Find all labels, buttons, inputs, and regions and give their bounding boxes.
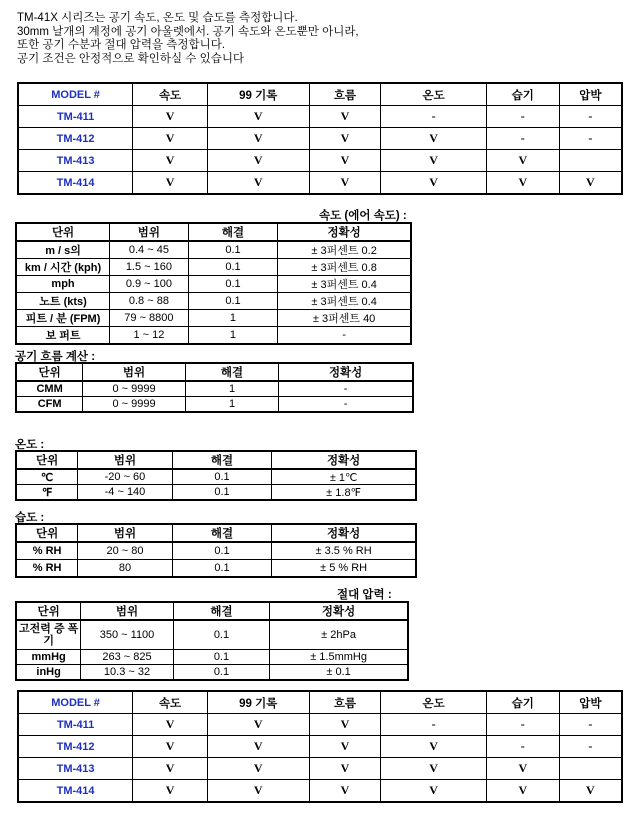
column-header: 범위	[83, 363, 186, 381]
table-row	[18, 106, 622, 128]
table-row	[18, 714, 622, 736]
table-row	[18, 128, 622, 150]
table-row	[16, 620, 408, 650]
table-cell: V	[381, 150, 487, 172]
table-cell: 0.1	[172, 485, 271, 501]
table-cell: V	[486, 758, 559, 780]
table-row	[16, 650, 408, 665]
intro-line: 또한 공기 수분과 절대 압력을 측정합니다.	[17, 39, 226, 51]
table-cell: V	[207, 758, 309, 780]
table-cell: ± 1.8℉	[272, 485, 416, 501]
table-header-row	[16, 602, 408, 620]
unit-cell: CFM	[16, 397, 83, 413]
table-header-row	[16, 363, 413, 381]
table-cell: 0.1	[173, 620, 269, 650]
unit-cell: mph	[16, 276, 110, 293]
table-cell: 1	[185, 397, 278, 413]
unit-cell: % RH	[16, 560, 78, 578]
airflow-table	[15, 362, 414, 413]
table-cell: 20 ~ 80	[78, 542, 173, 560]
unit-cell: % RH	[16, 542, 78, 560]
table-cell: V	[133, 714, 208, 736]
table-cell: 0.1	[173, 650, 269, 665]
table-cell: 0 ~ 9999	[83, 381, 186, 397]
model-cell: TM-413	[18, 758, 133, 780]
table-row	[16, 259, 411, 276]
column-header: 속도	[133, 691, 208, 714]
model-cell: TM-414	[18, 780, 133, 803]
column-header: 범위	[78, 451, 173, 469]
table-row	[18, 172, 622, 195]
table-cell: -	[279, 397, 413, 413]
column-header: 범위	[81, 602, 173, 620]
column-header: 정확성	[270, 602, 408, 620]
table-cell: 0.1	[188, 293, 278, 310]
table-cell: ± 5 % RH	[272, 560, 416, 578]
table-cell: 1 ~ 12	[110, 327, 189, 345]
table-cell: V	[309, 106, 381, 128]
table-header-row	[16, 223, 411, 241]
section-title-velocity: 속도 (에어 속도) :	[319, 210, 407, 222]
table-cell: -	[278, 327, 411, 345]
table-row	[16, 381, 413, 397]
table-cell: -	[559, 128, 622, 150]
unit-cell: km / 시간 (kph)	[16, 259, 110, 276]
column-header: 단위	[16, 524, 78, 542]
table-cell: ± 3퍼센트 0.8	[278, 259, 411, 276]
table-cell: 1	[185, 381, 278, 397]
table-cell: 0.1	[188, 276, 278, 293]
table-row	[16, 276, 411, 293]
table-cell: V	[207, 150, 309, 172]
table-cell: V	[133, 758, 208, 780]
column-header: 압박	[559, 83, 622, 106]
table-cell: V	[133, 172, 208, 195]
unit-cell: 피트 / 분 (FPM)	[16, 310, 110, 327]
table-cell: V	[381, 736, 487, 758]
table-cell: 0.9 ~ 100	[110, 276, 189, 293]
unit-cell: 노트 (kts)	[16, 293, 110, 310]
table-row	[16, 397, 413, 413]
table-row	[16, 542, 416, 560]
column-header: 정확성	[279, 363, 413, 381]
model-cell: TM-414	[18, 172, 133, 195]
table-cell: ± 3.5 % RH	[272, 542, 416, 560]
table-cell: V	[559, 172, 622, 195]
model-cell: TM-413	[18, 150, 133, 172]
column-header: 정확성	[272, 524, 416, 542]
model-cell: TM-412	[18, 128, 133, 150]
table-cell: ± 2hPa	[270, 620, 408, 650]
table-header-row	[18, 691, 622, 714]
table-row	[16, 310, 411, 327]
table-cell: -	[381, 714, 487, 736]
table-cell: 0.1	[172, 542, 272, 560]
table-cell: V	[381, 780, 487, 803]
table-cell: V	[133, 736, 208, 758]
table-row	[16, 665, 408, 681]
table-cell: V	[486, 150, 559, 172]
table-cell: -	[279, 381, 413, 397]
column-header: 습기	[486, 83, 559, 106]
table-cell: V	[381, 758, 487, 780]
column-header: 범위	[78, 524, 173, 542]
table-cell: 0.1	[188, 241, 278, 259]
table-cell: ± 1.5mmHg	[270, 650, 408, 665]
table-row	[16, 241, 411, 259]
table-cell: 1.5 ~ 160	[110, 259, 189, 276]
column-header: 단위	[16, 451, 78, 469]
table-cell: 0.1	[172, 560, 272, 578]
table-header-row	[18, 83, 622, 106]
column-header: 흐름	[309, 83, 381, 106]
table-cell: 1	[188, 310, 278, 327]
table-row	[16, 560, 416, 578]
table-cell: -	[486, 714, 559, 736]
table-cell: V	[133, 780, 208, 803]
column-header: 해결	[172, 524, 272, 542]
unit-cell: CMM	[16, 381, 83, 397]
table-cell: 0.1	[172, 469, 271, 485]
table-cell: V	[207, 128, 309, 150]
table-cell: V	[309, 714, 381, 736]
column-header: 단위	[16, 363, 83, 381]
table-cell: 0.1	[173, 665, 269, 681]
humidity-table	[15, 523, 417, 578]
table-cell: V	[309, 128, 381, 150]
column-header: 속도	[133, 83, 208, 106]
intro-line: TM-41X 시리즈는 공기 속도, 온도 및 습도를 측정합니다.	[17, 12, 298, 24]
unit-cell: 고전력 증 폭기	[16, 620, 81, 650]
column-header: 해결	[172, 451, 271, 469]
table-cell: V	[207, 172, 309, 195]
table-cell: -	[381, 106, 487, 128]
unit-cell: mmHg	[16, 650, 81, 665]
table-cell: V	[309, 150, 381, 172]
table-cell: ± 3퍼센트 40	[278, 310, 411, 327]
column-header: 해결	[185, 363, 278, 381]
column-header: 범위	[110, 223, 189, 241]
table-cell: ± 3퍼센트 0.2	[278, 241, 411, 259]
table-cell: V	[381, 128, 487, 150]
table-cell: V	[133, 150, 208, 172]
table-cell: 350 ~ 1100	[81, 620, 173, 650]
table-cell: 1	[188, 327, 278, 345]
column-header: 정확성	[278, 223, 411, 241]
unit-cell: 보 퍼트	[16, 327, 110, 345]
unit-cell: ℃	[16, 469, 78, 485]
table-cell: -	[486, 128, 559, 150]
table-cell: V	[309, 758, 381, 780]
column-header: 단위	[16, 602, 81, 620]
table-row	[18, 758, 622, 780]
table-row	[18, 736, 622, 758]
column-header: 온도	[381, 83, 487, 106]
column-header: 습기	[486, 691, 559, 714]
model-cell: TM-411	[18, 714, 133, 736]
intro-line: 30mm 날개의 계정에 공기 아울렛에서. 공기 속도와 온도뿐만 아니라,	[17, 25, 359, 38]
column-header: 해결	[173, 602, 269, 620]
table-cell: V	[309, 780, 381, 803]
table-row	[16, 327, 411, 345]
section-title-humidity: 습도 :	[15, 512, 45, 524]
unit-cell: inHg	[16, 665, 81, 681]
table-row	[16, 485, 416, 501]
table-cell: 10.3 ~ 32	[81, 665, 173, 681]
table-cell: 79 ~ 8800	[110, 310, 189, 327]
table-cell: V	[207, 106, 309, 128]
table-cell: ± 3퍼센트 0.4	[278, 293, 411, 310]
table-cell: -4 ~ 140	[78, 485, 173, 501]
temperature-table	[15, 450, 417, 501]
table-cell: V	[207, 736, 309, 758]
column-header: 해결	[188, 223, 278, 241]
model-cell: TM-411	[18, 106, 133, 128]
table-cell: V	[486, 172, 559, 195]
model-table-top	[17, 82, 623, 195]
intro-text	[17, 12, 359, 66]
column-header: 단위	[16, 223, 110, 241]
table-row	[18, 780, 622, 803]
table-cell: -20 ~ 60	[78, 469, 173, 485]
table-cell: V	[309, 172, 381, 195]
column-header: 온도	[381, 691, 487, 714]
table-cell: V	[309, 736, 381, 758]
unit-cell: m / s의	[16, 241, 110, 259]
table-cell: V	[133, 106, 208, 128]
table-cell: -	[559, 106, 622, 128]
table-cell: 0 ~ 9999	[83, 397, 186, 413]
table-header-row	[16, 524, 416, 542]
table-cell: -	[486, 736, 559, 758]
column-header: 정확성	[272, 451, 416, 469]
table-cell: 0.1	[188, 259, 278, 276]
column-header: MODEL #	[18, 83, 133, 106]
model-table-bottom	[17, 690, 623, 803]
table-cell: 263 ~ 825	[81, 650, 173, 665]
table-cell	[559, 150, 622, 172]
column-header: 압박	[559, 691, 622, 714]
table-cell: -	[559, 714, 622, 736]
column-header: 99 기록	[207, 83, 309, 106]
model-cell: TM-412	[18, 736, 133, 758]
table-cell: V	[207, 780, 309, 803]
table-cell: ± 3퍼센트 0.4	[278, 276, 411, 293]
table-row	[18, 150, 622, 172]
table-cell: 0.8 ~ 88	[110, 293, 189, 310]
column-header: 99 기록	[207, 691, 309, 714]
pressure-table	[15, 601, 409, 681]
table-cell: -	[486, 106, 559, 128]
table-header-row	[16, 451, 416, 469]
table-cell: V	[559, 780, 622, 803]
unit-cell: ℉	[16, 485, 78, 501]
table-row	[16, 469, 416, 485]
table-cell: 0.4 ~ 45	[110, 241, 189, 259]
column-header: 흐름	[309, 691, 381, 714]
table-cell: 80	[78, 560, 173, 578]
table-cell: ± 1℃	[272, 469, 416, 485]
table-cell: ± 0.1	[270, 665, 408, 681]
table-cell	[559, 758, 622, 780]
table-cell: V	[133, 128, 208, 150]
section-title-pressure: 절대 압력 :	[337, 589, 392, 601]
table-cell: V	[486, 780, 559, 803]
table-row	[16, 293, 411, 310]
table-cell: -	[559, 736, 622, 758]
velocity-table	[15, 222, 412, 345]
section-title-airflow: 공기 흐름 계산 :	[15, 351, 96, 363]
section-title-temperature: 온도 :	[15, 439, 45, 451]
column-header: MODEL #	[18, 691, 133, 714]
table-cell: V	[207, 714, 309, 736]
table-cell: V	[381, 172, 487, 195]
intro-line: 공기 조건은 안정적으로 확인하실 수 있습니다	[17, 52, 245, 65]
